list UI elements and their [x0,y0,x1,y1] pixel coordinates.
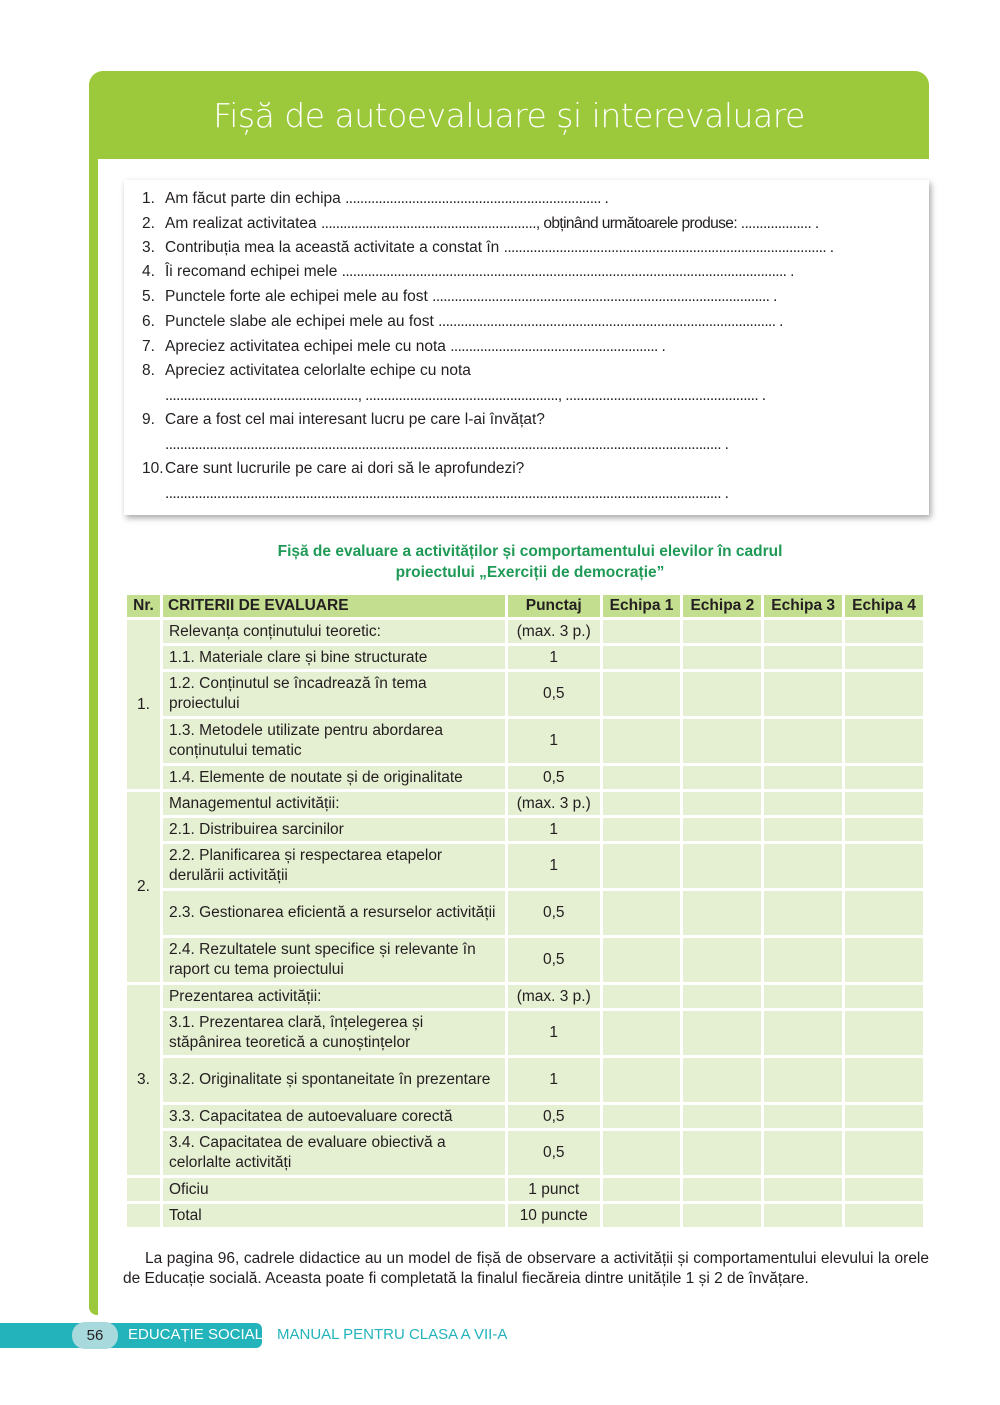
score-cell[interactable] [764,1178,842,1201]
score-cell[interactable] [683,672,761,716]
score-cell[interactable] [845,891,923,935]
answer-blank[interactable]: ....................................................................................... . [503,239,834,256]
eval-sheet-title: Fișă de evaluare a activităților și comportamentului elevilor în cadrul proiectului „Exerciții de democrație” [277,543,783,581]
score-cell[interactable] [764,1058,842,1102]
score-cell[interactable] [603,818,681,841]
score-cell[interactable] [683,891,761,935]
table-row: 1. Relevanța conținutului teoretic: (max. 3 p.) [127,620,923,643]
answer-line [142,387,765,405]
answer-blank[interactable]: ........................................................................................... . [438,313,783,330]
score-cell[interactable] [603,1178,681,1201]
header-points: Punctaj [508,595,600,617]
score-cell[interactable] [683,938,761,982]
answer-blank[interactable]: ...................................................................................................................................................... . [165,436,729,453]
score-cell[interactable] [683,1011,761,1055]
table-row: 1.4. Elemente de noutate și de originalitate 0,5 [127,766,923,789]
table-row: 2.2. Planificarea și respectarea etapelor derulării activității 1 [127,844,923,888]
footer-manual: MANUAL PENTRU CLASA A VII-A [277,1326,508,1343]
left-frame-bar [89,150,98,1315]
header-team4: Echipa 4 [845,595,923,617]
score-cell[interactable] [764,1204,842,1227]
score-cell[interactable] [683,792,761,815]
table-row: 1.1. Materiale clare și bine structurate 1 [127,646,923,669]
page-number: 56 [72,1322,118,1349]
score-cell[interactable] [603,672,681,716]
score-cell[interactable] [603,891,681,935]
header-criteria: CRITERII DE EVALUARE [163,595,505,617]
table-row: 1.3. Metodele utilizate pentru abordarea conținutului tematic 1 [127,719,923,763]
score-cell[interactable] [764,620,842,643]
answer-blank[interactable]: ...................................................., ...................................................., .................................................... . [165,387,766,404]
question-item: 6. Punctele slabe ale echipei mele au fost ........................................................................................... . [142,313,783,330]
score-cell[interactable] [845,844,923,888]
question-item: 2. Am realizat activitatea .........................................................., obținând următoarele produse: ................... . [142,215,819,232]
score-cell[interactable] [764,646,842,669]
score-cell[interactable] [845,985,923,1008]
score-cell[interactable] [764,938,842,982]
table-row: 2.1. Distribuirea sarcinilor 1 [127,818,923,841]
score-cell[interactable] [683,1131,761,1175]
score-cell[interactable] [845,1204,923,1227]
score-cell[interactable] [845,620,923,643]
teacher-note: La pagina 96, cadrele didactice au un model de fișă de observare a activității și comportamentului elevului la orele de Educație socială. Aceasta poate fi completată la finalul fiecăreia dintre unitățile 1 și 2 de învățare. [123,1250,929,1287]
score-cell[interactable] [845,818,923,841]
table-row: 3.3. Capacitatea de autoevaluare corectă 0,5 [127,1105,923,1128]
score-cell[interactable] [603,1204,681,1227]
score-cell[interactable] [764,719,842,763]
header-team2: Echipa 2 [683,595,761,617]
score-cell[interactable] [683,1178,761,1201]
score-cell[interactable] [845,719,923,763]
score-cell[interactable] [603,766,681,789]
score-cell[interactable] [683,1105,761,1128]
answer-blank[interactable]: .........................................................., obținând următoarele produse: ................... . [320,215,819,232]
table-row: 1.2. Conținutul se încadrează în tema proiectului 0,5 [127,672,923,716]
question-item: 5. Punctele forte ale echipei mele au fost ........................................................................................... . [142,288,777,305]
question-item: 9. Care a fost cel mai interesant lucru pe care l-ai învățat? [142,411,545,428]
score-cell[interactable] [683,719,761,763]
table-row: 3.1. Prezentarea clară, înțelegerea și stăpânirea teoretică a cunoștințelor 1 [127,1011,923,1055]
group-number: 2. [127,792,160,982]
score-cell[interactable] [845,1131,923,1175]
score-cell[interactable] [683,844,761,888]
table-row: 2.4. Rezultatele sunt specifice și relevante în raport cu tema proiectului 0,5 [127,938,923,982]
score-cell[interactable] [764,766,842,789]
score-cell[interactable] [845,646,923,669]
score-cell[interactable] [603,1058,681,1102]
header-nr: Nr. [127,595,160,617]
score-cell[interactable] [845,1011,923,1055]
evaluation-table [124,592,926,1230]
score-cell[interactable] [603,1131,681,1175]
score-cell[interactable] [683,646,761,669]
score-cell[interactable] [683,1204,761,1227]
score-cell[interactable] [764,1105,842,1128]
score-cell[interactable] [845,792,923,815]
score-cell[interactable] [764,1011,842,1055]
answer-blank[interactable]: ...................................................................................................................................................... . [165,485,729,502]
table-header-row [127,595,923,617]
score-cell[interactable] [683,620,761,643]
footer-subject: EDUCAȚIE SOCIALĂ [128,1326,274,1343]
office-row: Oficiu 1 punct [127,1178,923,1201]
score-cell[interactable] [845,938,923,982]
score-cell[interactable] [764,844,842,888]
answer-line [142,485,728,503]
answer-blank[interactable]: ........................................................................................... . [432,288,777,305]
score-cell[interactable] [764,891,842,935]
table-row: 3. Prezentarea activității: (max. 3 p.) [127,985,923,1008]
group-number: 1. [127,620,160,789]
score-cell[interactable] [845,1105,923,1128]
total-row: Total 10 puncte [127,1204,923,1227]
question-item: 10.Care sunt lucrurile pe care ai dori să le aprofundezi? [142,460,525,477]
score-cell[interactable] [683,766,761,789]
score-cell[interactable] [603,719,681,763]
score-cell[interactable] [603,1105,681,1128]
question-item: 1. Am făcut parte din echipa ..................................................................... . [142,190,609,207]
score-cell[interactable] [603,844,681,888]
question-item: 8. Apreciez activitatea celorlalte echipe cu nota [142,362,471,379]
score-cell[interactable] [683,1058,761,1102]
score-cell[interactable] [764,818,842,841]
score-cell[interactable] [845,766,923,789]
answer-blank[interactable]: ........................................................................................................................ . [341,263,794,280]
question-item: 3. Contribuția mea la această activitate a constat în ....................................................................................... . [142,239,834,256]
score-cell[interactable] [764,1131,842,1175]
score-cell[interactable] [764,792,842,815]
group-number: 3. [127,985,160,1175]
score-cell[interactable] [603,620,681,643]
score-cell[interactable] [845,1178,923,1201]
answer-blank[interactable]: ..................................................................... . [345,190,609,207]
score-cell[interactable] [683,985,761,1008]
score-cell[interactable] [764,985,842,1008]
table-row: 3.4. Capacitatea de evaluare obiectivă a celorlalte activități 0,5 [127,1131,923,1175]
score-cell[interactable] [603,985,681,1008]
score-cell[interactable] [845,1058,923,1102]
question-item: 4. Îi recomand echipei mele ........................................................................................................................ . [142,263,794,280]
score-cell[interactable] [603,792,681,815]
score-cell[interactable] [603,1011,681,1055]
page-title: Fișă de autoevaluare și interevaluare [213,96,805,135]
answer-line [142,436,728,454]
header-team3: Echipa 3 [764,595,842,617]
score-cell[interactable] [764,672,842,716]
score-cell[interactable] [603,938,681,982]
table-row: 2.3. Gestionarea eficientă a resurselor activității 0,5 [127,891,923,935]
score-cell[interactable] [603,646,681,669]
table-row: 3.2. Originalitate și spontaneitate în prezentare 1 [127,1058,923,1102]
self-evaluation-card [124,180,929,515]
header-team1: Echipa 1 [603,595,681,617]
score-cell[interactable] [845,672,923,716]
table-row: 2. Managementul activității: (max. 3 p.) [127,792,923,815]
question-item: 7. Apreciez activitatea echipei mele cu nota ........................................................ . [142,338,666,355]
score-cell[interactable] [683,818,761,841]
answer-blank[interactable]: ........................................................ . [450,338,666,355]
